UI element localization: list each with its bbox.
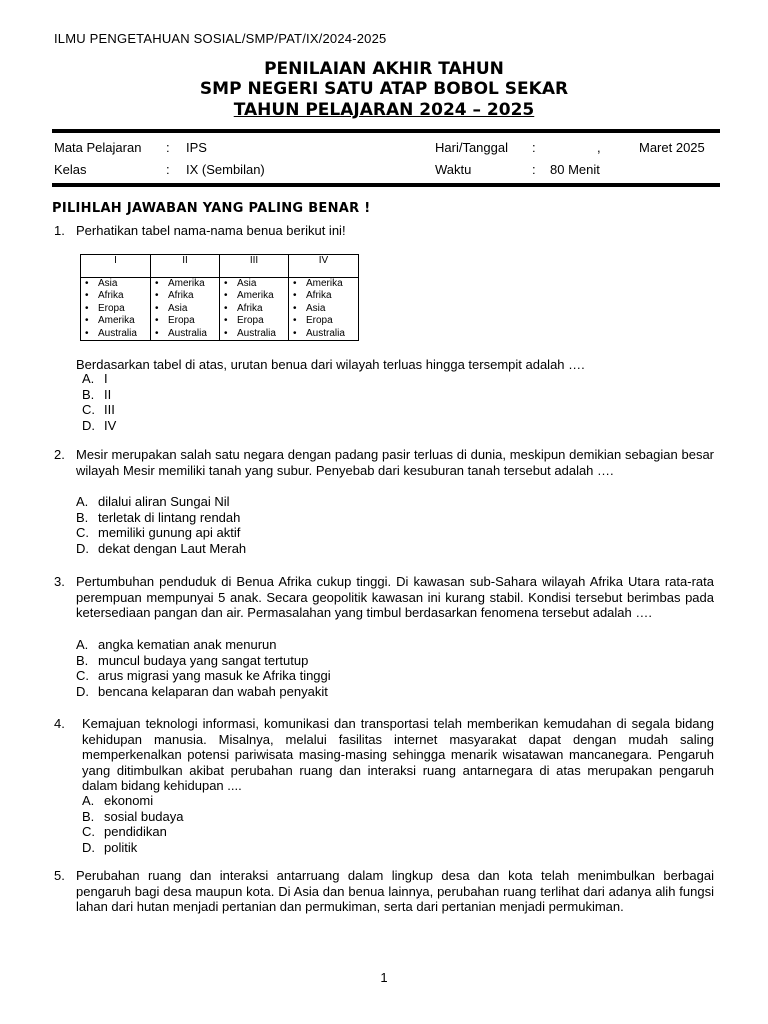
list-item: • Asia bbox=[155, 303, 217, 315]
option-letter: A. bbox=[82, 793, 95, 808]
option-text: muncul budaya yang sangat tertutup bbox=[98, 652, 309, 668]
date-value: Maret 2025 bbox=[639, 140, 705, 155]
option-letter: D. bbox=[82, 840, 95, 856]
option-text: dilalui aliran Sungai Nil bbox=[98, 494, 230, 509]
table-column-1 bbox=[81, 278, 151, 341]
option-letter: D. bbox=[76, 684, 89, 700]
list-item: • Asia bbox=[85, 278, 148, 290]
option-d[interactable] bbox=[82, 418, 116, 434]
list-item: • Australia bbox=[155, 328, 217, 340]
option-text: memiliki gunung api aktif bbox=[98, 525, 241, 541]
list-item: • Amerika bbox=[155, 278, 217, 290]
option-c[interactable] bbox=[82, 824, 184, 840]
header-divider-bottom bbox=[52, 183, 720, 187]
list-item: • Afrika bbox=[85, 290, 148, 302]
question-1-text: Berdasarkan tabel di atas, urutan benua dari wilayah terluas hingga tersempit adalah …. bbox=[76, 357, 585, 372]
option-text: pendidikan bbox=[104, 824, 167, 840]
subject-value: IPS bbox=[186, 140, 207, 155]
option-letter: D. bbox=[76, 541, 89, 557]
option-text: III bbox=[104, 402, 115, 418]
option-text: bencana kelaparan dan wabah penyakit bbox=[98, 684, 328, 700]
option-c[interactable] bbox=[76, 525, 246, 541]
option-letter: A. bbox=[82, 371, 95, 386]
option-text: ekonomi bbox=[104, 793, 154, 808]
option-text: terletak di lintang rendah bbox=[98, 509, 241, 525]
option-letter: B. bbox=[82, 386, 95, 402]
question-3-number: 3. bbox=[54, 574, 65, 589]
list-item: • Eropa bbox=[293, 315, 356, 327]
exam-title: PENILAIAN AKHIR TAHUN bbox=[264, 59, 504, 79]
list-item: • Afrika bbox=[224, 303, 286, 315]
question-4-number: 4. bbox=[54, 716, 65, 731]
question-1-intro: Perhatikan tabel nama-nama benua berikut ini! bbox=[76, 223, 346, 238]
question-2-options bbox=[76, 494, 246, 557]
list-item: • Australia bbox=[293, 328, 356, 340]
table-header: III bbox=[220, 255, 289, 278]
option-b[interactable] bbox=[76, 510, 246, 526]
date-comma: , bbox=[597, 140, 601, 155]
option-letter: D. bbox=[82, 418, 95, 434]
document-code: ILMU PENGETAHUAN SOSIAL/SMP/PAT/IX/2024-2025 bbox=[54, 31, 387, 46]
list-item: • Asia bbox=[224, 278, 286, 290]
question-1-options bbox=[82, 371, 116, 434]
option-text: angka kematian anak menurun bbox=[98, 637, 277, 652]
question-1-number: 1. bbox=[54, 223, 65, 238]
option-letter: A. bbox=[76, 637, 89, 652]
table-header: I bbox=[81, 255, 151, 278]
option-a[interactable] bbox=[76, 637, 331, 653]
time-value: 80 Menit bbox=[550, 162, 600, 177]
option-c[interactable] bbox=[82, 402, 116, 418]
date-label: Hari/Tanggal bbox=[435, 140, 508, 155]
question-2-number: 2. bbox=[54, 447, 65, 462]
option-letter: A. bbox=[76, 494, 89, 509]
option-c[interactable] bbox=[76, 668, 331, 684]
option-letter: C. bbox=[76, 668, 89, 684]
list-item: • Amerika bbox=[224, 290, 286, 302]
option-d[interactable] bbox=[76, 684, 331, 700]
list-item: • Asia bbox=[293, 303, 356, 315]
school-name: SMP NEGERI SATU ATAP BOBOL SEKAR bbox=[199, 79, 569, 99]
date-separator: : bbox=[532, 140, 536, 155]
option-b[interactable] bbox=[82, 387, 116, 403]
option-letter: B. bbox=[82, 808, 95, 824]
question-5-text: Perubahan ruang dan interaksi antarruang dalam lingkup desa dan kota telah menimbulkan berbagai pengaruh bagi desa maupun kota. Di Asia dan benua lainnya, perubahan ruang terlihat dari adanya alih fungsi lahan dari hutan menjadi pertanian dan permukiman, serta dari pertanian menjadi permukiman. bbox=[76, 868, 714, 915]
subject-label: Mata Pelajaran bbox=[54, 140, 142, 155]
option-a[interactable] bbox=[76, 494, 246, 510]
option-text: sosial budaya bbox=[104, 808, 184, 824]
option-text: II bbox=[104, 386, 112, 402]
list-item: • Eropa bbox=[224, 315, 286, 327]
list-item: • Australia bbox=[224, 328, 286, 340]
class-value: IX (Sembilan) bbox=[186, 162, 265, 177]
question-5-number: 5. bbox=[54, 868, 65, 883]
question-3-options bbox=[76, 637, 331, 700]
question-4-text: Kemajuan teknologi informasi, komunikasi dan transportasi telah memberikan kemudahan di segala bidang kehidupan manusia. Misalnya, melalui fasilitas internet masyarakat dapat dengan mudah saling memperkenalkan potensi pariwisata masing-masing sehingga menarik wisatawan mancanegara. Pengaruh yang ditimbulkan akibat perubahan ruang dan interaksi ruang antarnegara di atas merupakan pengaruh dalam bidang kehidupan .... bbox=[82, 716, 714, 794]
list-item: • Afrika bbox=[155, 290, 217, 302]
continent-table bbox=[80, 254, 359, 341]
option-a[interactable] bbox=[82, 371, 116, 387]
option-text: IV bbox=[104, 418, 117, 434]
time-separator: : bbox=[532, 162, 536, 177]
table-column-2 bbox=[151, 278, 220, 341]
table-column-4 bbox=[289, 278, 359, 341]
list-item: • Eropa bbox=[155, 315, 217, 327]
option-d[interactable] bbox=[82, 840, 184, 856]
option-letter: C. bbox=[76, 525, 89, 541]
class-label: Kelas bbox=[54, 162, 87, 177]
option-text: arus migrasi yang masuk ke Afrika tinggi bbox=[98, 668, 331, 684]
option-b[interactable] bbox=[76, 653, 331, 669]
list-item: • Amerika bbox=[85, 315, 148, 327]
list-item: • Eropa bbox=[85, 303, 148, 315]
header-divider-top bbox=[52, 129, 720, 133]
question-4-options bbox=[82, 793, 184, 856]
time-label: Waktu bbox=[435, 162, 472, 177]
list-item: • Australia bbox=[85, 328, 148, 340]
option-text: politik bbox=[104, 840, 138, 856]
option-letter: C. bbox=[82, 824, 95, 840]
page-number: 1 bbox=[380, 970, 388, 985]
question-2-text: Mesir merupakan salah satu negara dengan padang pasir terluas di dunia, meskipun demikian sebagian besar wilayah Mesir memiliki tanah yang subur. Penyebab dari kesuburan tanah tersebut adalah …. bbox=[76, 447, 714, 478]
option-a[interactable] bbox=[82, 793, 184, 809]
list-item: • Amerika bbox=[293, 278, 356, 290]
academic-year: TAHUN PELAJARAN 2024 – 2025 bbox=[233, 100, 535, 120]
option-letter: B. bbox=[76, 509, 89, 525]
option-b[interactable] bbox=[82, 809, 184, 825]
table-column-3 bbox=[220, 278, 289, 341]
table-header: II bbox=[151, 255, 220, 278]
option-d[interactable] bbox=[76, 541, 246, 557]
option-text: I bbox=[104, 371, 108, 386]
option-text: dekat dengan Laut Merah bbox=[98, 541, 247, 557]
table-header: IV bbox=[289, 255, 359, 278]
option-letter: C. bbox=[82, 402, 95, 418]
subject-separator: : bbox=[166, 140, 170, 155]
instruction: PILIHLAH JAWABAN YANG PALING BENAR ! bbox=[52, 201, 371, 216]
question-3-text: Pertumbuhan penduduk di Benua Afrika cukup tinggi. Di kawasan sub-Sahara wilayah Afrika Utara rata-rata perempuan mempunyai 5 anak. Secara geopolitik kawasan ini kurang stabil. Kondisi tersebut berimbas pada ketersediaan pangan dan air. Permasalahan yang timbul berdasarkan fenomena tersebut adalah …. bbox=[76, 574, 714, 621]
list-item: • Afrika bbox=[293, 290, 356, 302]
class-separator: : bbox=[166, 162, 170, 177]
option-letter: B. bbox=[76, 652, 89, 668]
